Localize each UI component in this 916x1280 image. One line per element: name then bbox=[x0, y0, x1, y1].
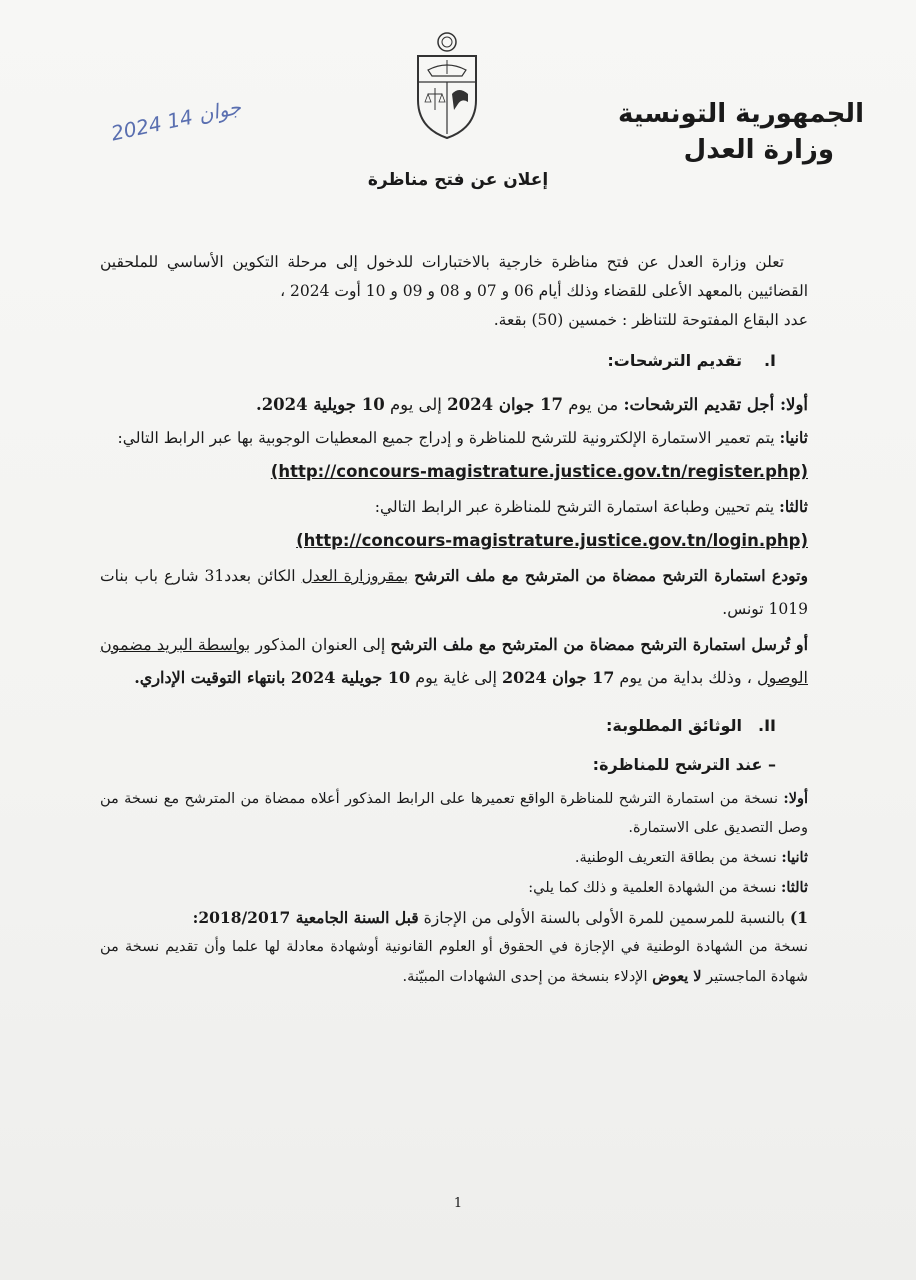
doc-second-text: نسخة من بطاقة التعريف الوطنية. bbox=[574, 850, 782, 866]
mail-end-date: 10 جويلية 2024 بانتهاء التوقيت الإداري. bbox=[134, 668, 411, 687]
mail-start-date: 17 جوان 2024 bbox=[502, 668, 615, 687]
announcement-body bbox=[100, 248, 808, 992]
doc-item-1-heading bbox=[100, 903, 808, 933]
mail-bold: أو تُرسل استمارة الترشح ممضاة من المترشح مع ملف الترشح bbox=[390, 635, 809, 654]
section-1-heading bbox=[100, 351, 808, 370]
item-1-body-end: الإدلاء بنسخة من إحدى الشهادات المبيّنة. bbox=[402, 969, 653, 985]
deadline-start: 17 جوان 2024 bbox=[447, 395, 563, 414]
doc-second-label: ثانيا: bbox=[781, 849, 808, 866]
page-number: 1 bbox=[453, 1196, 463, 1211]
print-form-text: يتم تحيين وطباعة استمارة الترشح للمناظرة عبر الرابط التالي: bbox=[374, 498, 780, 516]
section-2-heading bbox=[100, 716, 808, 735]
deadline-text: من يوم bbox=[562, 395, 624, 414]
date-stamp: 2024 جوان 14 bbox=[108, 94, 244, 146]
item-1-body-bold: لا يعوض bbox=[652, 968, 702, 985]
mail-paragraph bbox=[100, 628, 808, 694]
doc-third-label: ثالثا: bbox=[780, 879, 808, 896]
application-subheading: – عند الترشح للمناظرة: bbox=[592, 755, 776, 774]
online-form-paragraph bbox=[100, 421, 808, 455]
deposit-bold: وتودع استمارة الترشح ممضاة من المترشح مع ملف الترشح bbox=[414, 566, 808, 585]
second-label: ثانيا: bbox=[779, 428, 808, 447]
doc-item-1-body bbox=[100, 933, 808, 992]
section-2-number: II. bbox=[758, 716, 776, 735]
mail-text-3: إلى غاية يوم bbox=[410, 668, 503, 687]
deposit-location: بمقروزارة العدل bbox=[301, 567, 409, 585]
intro-line-2: للملحقين القضائيين بالمعهد الأعلى للقضاء وذلك أيام 06 و 07 و 08 و 09 و 10 أوت 2024 ، bbox=[100, 253, 808, 300]
print-form-paragraph bbox=[100, 490, 808, 524]
item-1-body-text: نسخة من الشهادة الوطنية في الإجازة في الحقوق أو العلوم القانونية أوشهادة معادلة لها علما وأن تقديم نسخة من شهادة الماجستير bbox=[100, 939, 808, 985]
mail-text-1: إلى العنوان المذكور bbox=[250, 635, 391, 654]
mail-method: بواسطة البريد مضمون الوصول bbox=[100, 635, 808, 687]
intro-line-3: عدد البقاع المفتوحة للتناظر : خمسين (50) بقعة. bbox=[493, 311, 808, 329]
tunisia-coat-of-arms-icon bbox=[412, 30, 482, 142]
item-1-number: 1) bbox=[789, 908, 808, 927]
republic-name: الجمهورية التونسية bbox=[617, 99, 864, 129]
online-form-text: يتم تعمير الاستمارة الإلكترونية للترشح للمناظرة و إدراج جميع المعطيات الوجوبية بها عبر الرابط التالي: bbox=[117, 429, 780, 447]
doc-second-paragraph bbox=[100, 843, 808, 873]
deposit-address: الكائن بعدد31 شارع باب بنات 1019 تونس. bbox=[100, 567, 808, 618]
section-1-title: تقديم الترشحات: bbox=[607, 351, 742, 370]
register-link[interactable]: (http://concours-magistrature.justice.gov.tn/register.php) bbox=[270, 462, 808, 481]
item-1-text: بالنسبة للمرسمين للمرة الأولى بالسنة الأولى من الإجازة bbox=[418, 909, 790, 927]
item-1-bold: قبل السنة الجامعية 2018/2017: bbox=[192, 908, 419, 927]
page-title: إعلان عن فتح مناظرة bbox=[367, 170, 549, 190]
mail-text-2: ، وذلك بداية من يوم bbox=[614, 668, 757, 687]
deposit-paragraph bbox=[100, 559, 808, 626]
doc-third-paragraph bbox=[100, 873, 808, 903]
deadline-end: 10 جويلية 2024. bbox=[255, 395, 385, 414]
doc-third-text: نسخة من الشهادة العلمية و ذلك كما يلي: bbox=[528, 880, 781, 896]
intro-paragraph bbox=[100, 248, 808, 335]
ministry-name: وزارة العدل bbox=[683, 135, 834, 165]
login-link[interactable]: (http://concours-magistrature.justice.gov.tn/login.php) bbox=[296, 531, 808, 550]
third-label: ثالثا: bbox=[779, 497, 808, 516]
letterhead bbox=[618, 96, 864, 168]
doc-first-text: نسخة من استمارة الترشح للمناظرة الواقع تعميرها على الرابط المذكور أعلاه ممضاة من المترشح مع نسخة من وصل التصديق على الاستمارة. bbox=[100, 791, 808, 836]
submission-deadline bbox=[100, 388, 808, 421]
section-1-number: I. bbox=[763, 351, 776, 370]
doc-first-label: أولا: bbox=[783, 790, 808, 807]
section-2-title: الوثائق المطلوبة: bbox=[605, 716, 742, 735]
doc-first-paragraph bbox=[100, 784, 808, 843]
first-label: أولا: أجل تقديم الترشحات: bbox=[623, 395, 808, 414]
intro-line-1: تعلن وزارة العدل عن فتح مناظرة خارجية بالاختبارات للدخول إلى مرحلة التكوين الأساسي bbox=[166, 253, 784, 271]
deadline-text-2: إلى يوم bbox=[384, 395, 448, 414]
